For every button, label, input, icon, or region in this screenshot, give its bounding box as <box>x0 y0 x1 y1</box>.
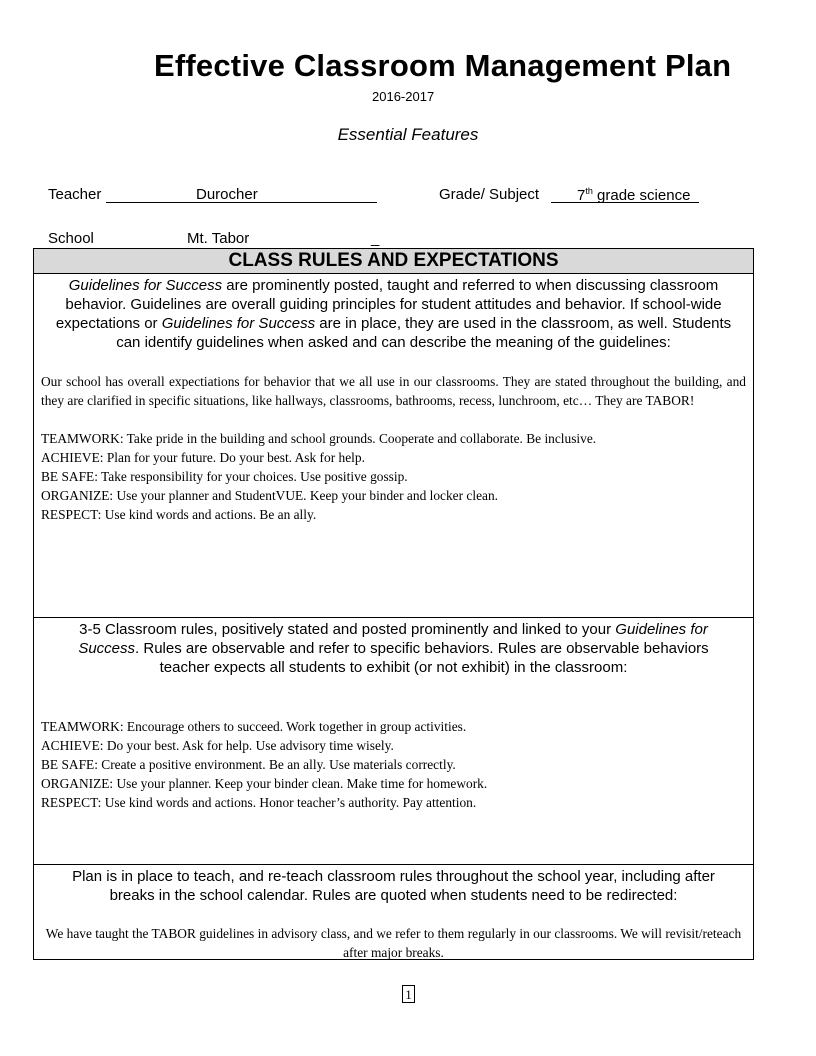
classroom-rules-section <box>34 618 753 865</box>
rule-item: TEAMWORK: Encourage others to succeed. Work together in group activities. <box>41 719 467 734</box>
guideline-item: BE SAFE: Take responsibility for your choices. Use positive gossip. <box>41 469 408 484</box>
rules-text-b: . Rules are observable and refer to specific behaviors. Rules are observable behaviors teacher expects all students to exhibit (or not exhibit) in the classroom: <box>135 640 709 676</box>
guideline-item: RESPECT: Use kind words and actions. Be an ally. <box>41 507 317 522</box>
school-trail: _ <box>371 230 380 247</box>
page-number: 1 <box>402 985 415 1003</box>
rule-item: BE SAFE: Create a positive environment. Be an ally. Use materials correctly. <box>41 757 456 772</box>
grade-number: 7 <box>577 187 586 204</box>
rule-item: ACHIEVE: Do your best. Ask for help. Use advisory time wisely. <box>41 738 394 753</box>
guidelines-emphasis-2: Guidelines for Success <box>161 315 316 332</box>
rules-table <box>33 248 754 960</box>
school-value: Mt. Tabor <box>187 230 250 247</box>
rules-text-a: 3-5 Classroom rules, positively stated and posted prominently and linked to your <box>79 621 616 638</box>
rules-instructions <box>34 618 753 677</box>
grade-subject: grade science <box>592 187 691 204</box>
teacher-value: Durocher <box>196 186 258 203</box>
document-subtitle: Essential Features <box>337 125 479 144</box>
guidelines-intro: Our school has overall expectiations for behavior that we all use in our classrooms. They are stated throughout the building, and they are clarified in specific situations, like hallways, classrooms, bathrooms, recess, lunchroom, etc… They are TABOR! <box>41 374 746 408</box>
guidelines-text-a: are prominently posted, taught and referred to when discussing classroom behavior. Guidelines are overall guiding principles for student attitudes and behavior. If school-wide expectations or <box>55 277 722 332</box>
guidelines-section <box>34 274 753 618</box>
rule-item: ORGANIZE: Use your planner. Keep your binder clean. Make time for homework. <box>41 776 488 791</box>
guideline-item: ACHIEVE: Plan for your future. Do your best. Ask for help. <box>41 450 365 465</box>
school-year: 2016-2017 <box>372 89 435 104</box>
reteach-plan-section <box>34 865 753 959</box>
grade-superscript: th <box>585 186 593 196</box>
grade-value <box>577 186 690 204</box>
reteach-response: We have taught the TABOR guidelines in advisory class, and we refer to them regularly in our classrooms. We will revisit/reteach after major breaks. <box>45 926 742 960</box>
rules-emphasis: Guidelines for Success <box>78 621 708 657</box>
school-label: School <box>48 230 94 247</box>
rule-item: RESPECT: Use kind words and actions. Honor teacher’s authority. Pay attention. <box>41 795 477 810</box>
rules-response <box>34 717 753 812</box>
grade-label: Grade/ Subject <box>439 186 540 203</box>
document-title: Effective Classroom Management Plan <box>154 48 732 83</box>
guideline-item: ORGANIZE: Use your planner and StudentVUE. Keep your binder and locker clean. <box>41 488 499 503</box>
guideline-item: TEAMWORK: Take pride in the building and school grounds. Cooperate and collaborate. Be inclusive. <box>41 431 597 446</box>
teacher-label: Teacher <box>48 186 102 203</box>
guidelines-emphasis-1: Guidelines for Success <box>68 277 223 294</box>
guidelines-text-b: are in place, they are used in the classroom, as well. Students can identify guidelines when asked and can describe the meaning of the guidelines: <box>116 315 732 351</box>
guidelines-response <box>34 372 753 524</box>
guidelines-instructions <box>34 274 753 352</box>
reteach-instructions: Plan is in place to teach, and re-teach classroom rules throughout the school year, including after breaks in the school calendar. Rules are quoted when students need to be redirected: <box>72 868 715 904</box>
table-header: CLASS RULES AND EXPECTATIONS <box>34 249 753 274</box>
